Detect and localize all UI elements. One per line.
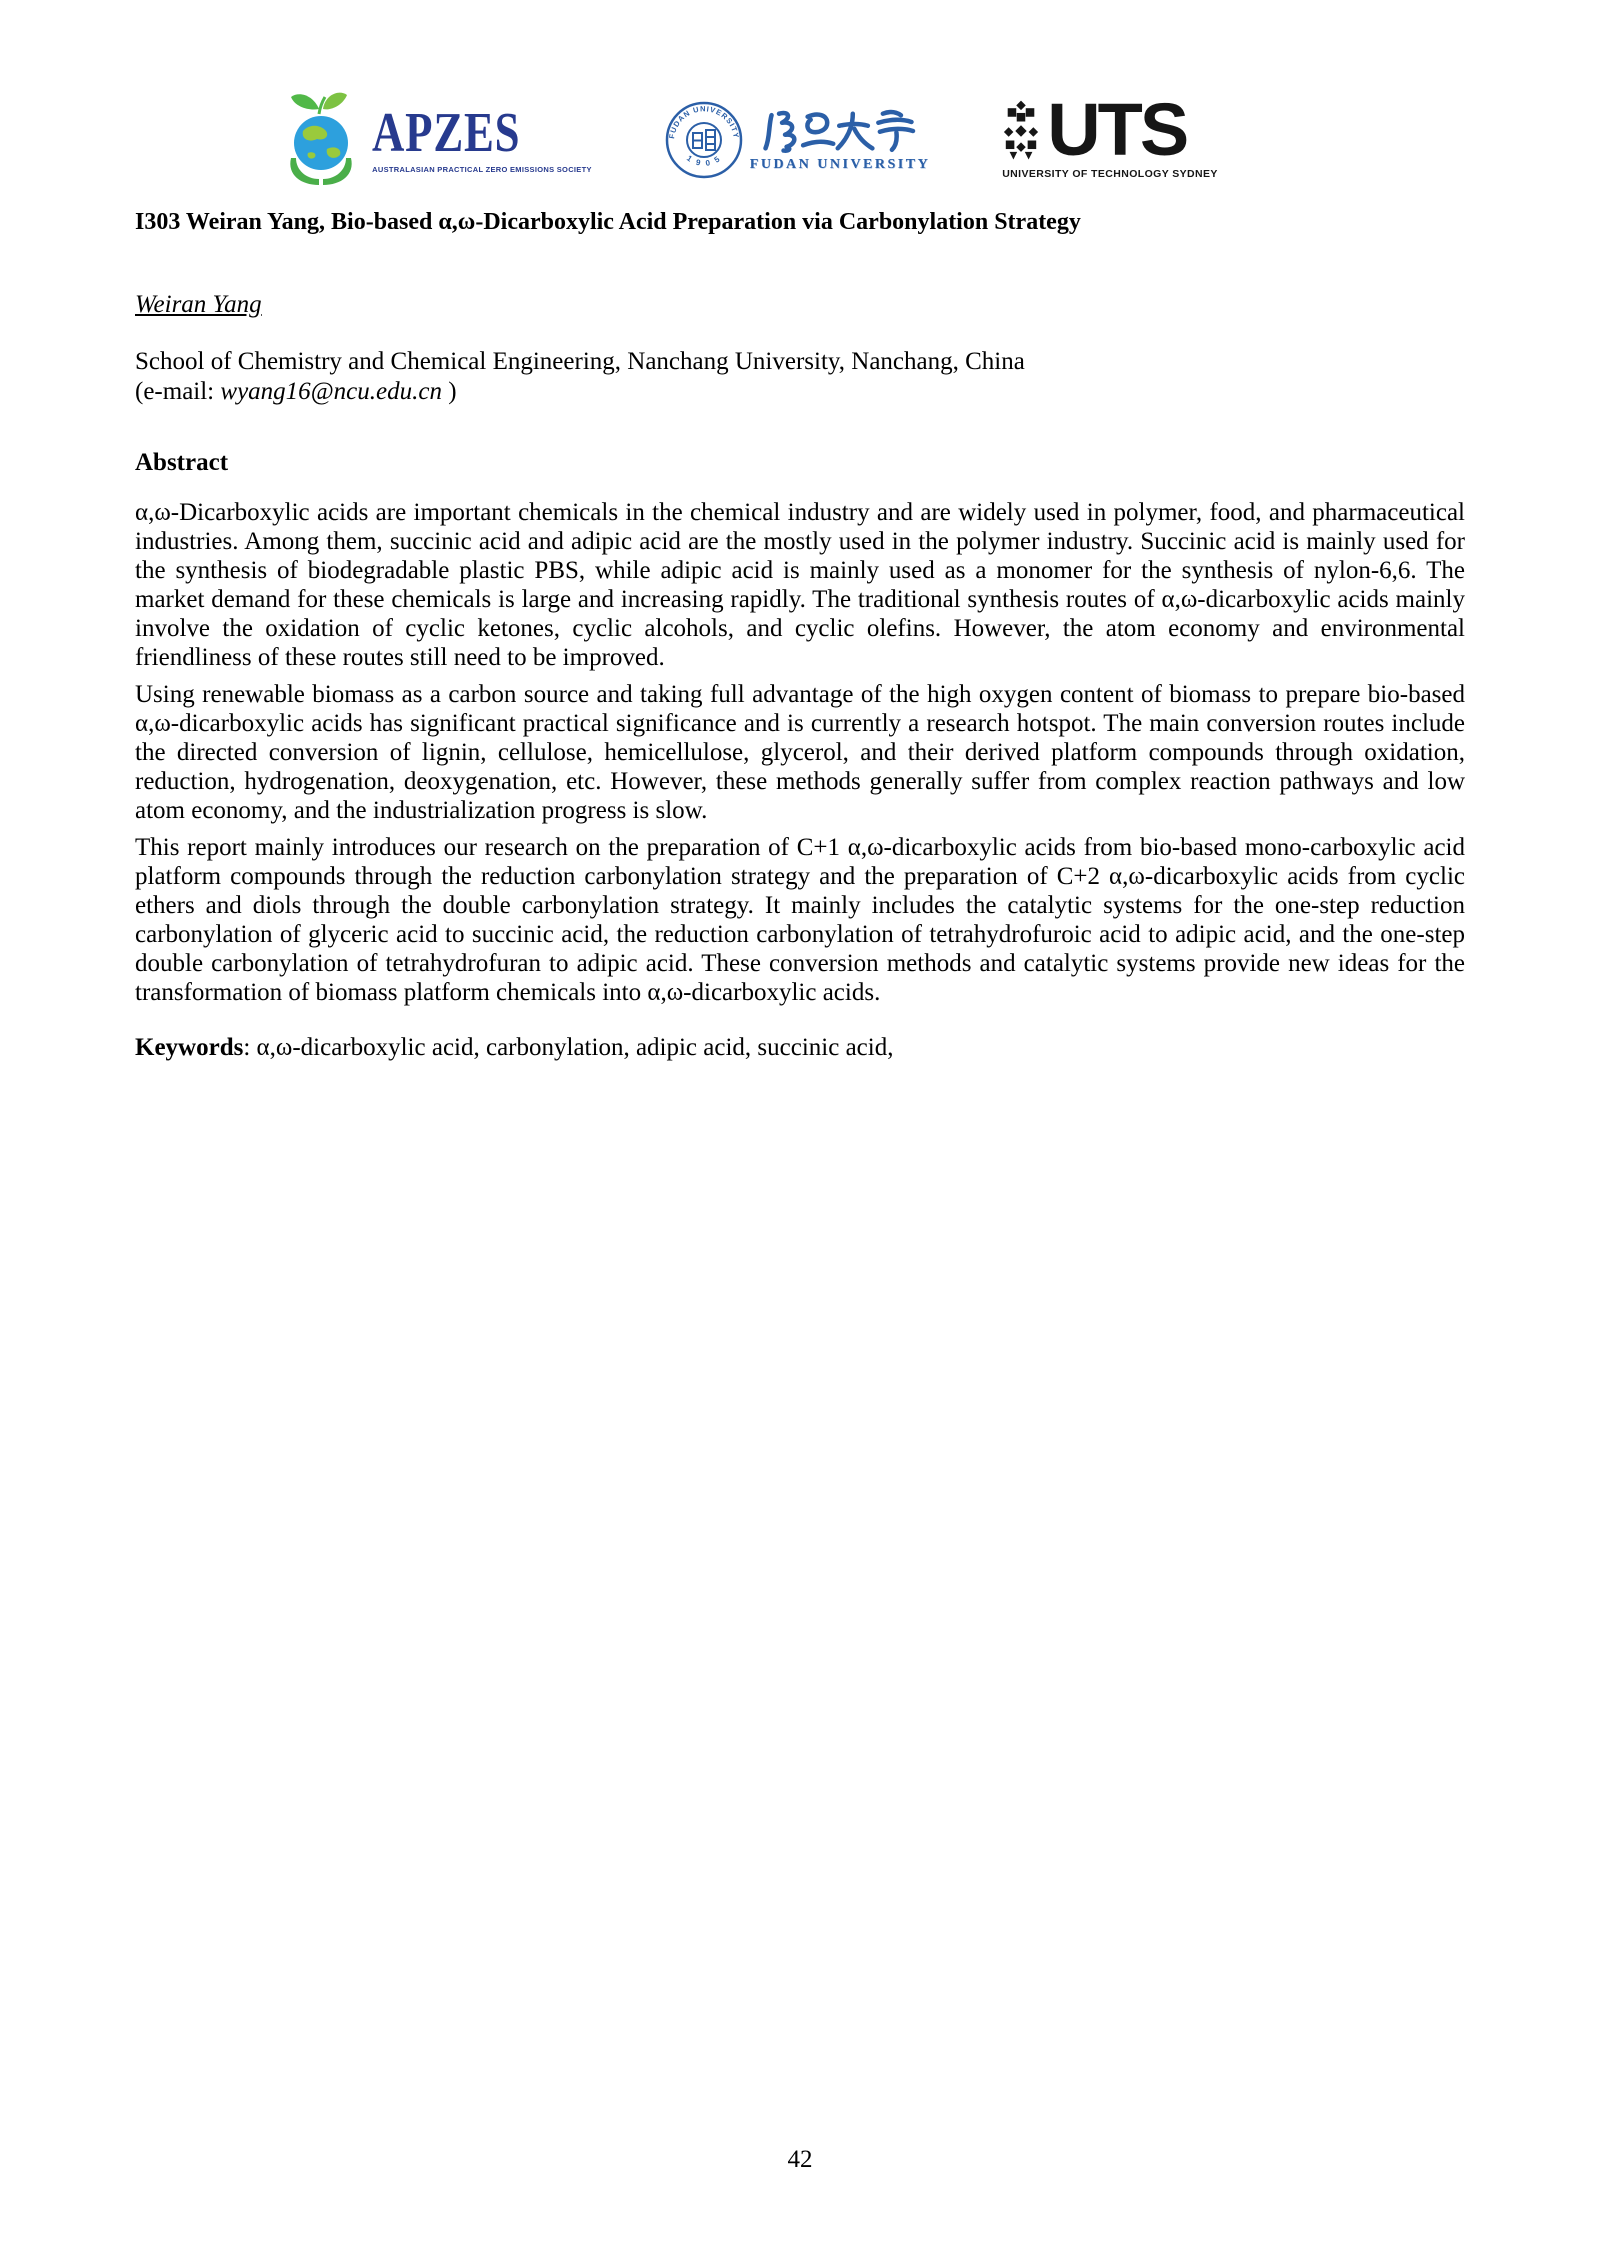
affiliation-block bbox=[135, 347, 1465, 407]
author-affiliation: School of Chemistry and Chemical Engineering, Nanchang University, Nanchang, China bbox=[135, 348, 1025, 375]
fudan-logo bbox=[664, 100, 930, 180]
uts-logo bbox=[1002, 88, 1218, 180]
uts-mark-icon bbox=[1002, 100, 1040, 162]
abstract-paragraph: This report mainly introduces our research on the preparation of C+1 α,ω-dicarboxylic acids from bio-based mono-carboxylic acid platform compounds through the reduction carbonylation strategy and the preparation of C+2 α,ω-dicarboxylic acids from cyclic ethers and diols through the double carbonylation strategy. It mainly includes the catalytic systems for the one-step reduction carbonylation of glyceric acid to succinic acid, the reduction carbonylation of tetrahydrofuroic acid to adipic acid, and the one-step double carbonylation of tetrahydrofuran to adipic acid. These conversion methods and catalytic systems provide new ideas for the transformation of biomass platform chemicals into α,ω-dicarboxylic acids. bbox=[135, 834, 1465, 1006]
keywords-text: : α,ω-dicarboxylic acid, carbonylation, adipic acid, succinic acid, bbox=[243, 1034, 894, 1061]
apzes-logo bbox=[278, 90, 592, 190]
abstract-body bbox=[135, 498, 1465, 1007]
paper-content bbox=[0, 207, 1600, 1063]
apzes-text-block bbox=[372, 101, 592, 174]
uts-wordmark: UTS bbox=[1047, 88, 1187, 171]
apzes-wordmark: APZES bbox=[372, 101, 521, 164]
svg-text:1 9 0 5 bbox=[685, 154, 723, 168]
keywords-line bbox=[135, 1033, 1465, 1063]
email-line bbox=[135, 377, 1465, 407]
abstract-heading: Abstract bbox=[135, 449, 229, 476]
fudan-wordmark: FUDAN UNIVERSITY bbox=[749, 157, 931, 172]
fudan-seal-arc-text: FUDAN UNIVERSITY bbox=[666, 104, 741, 140]
fudan-text-block bbox=[750, 107, 930, 173]
page-number: 42 bbox=[787, 2146, 813, 2173]
author-name: Weiran Yang bbox=[135, 291, 262, 318]
fudan-seal-year: 1 9 0 5 bbox=[684, 153, 723, 168]
uts-block bbox=[1002, 88, 1218, 180]
email-prefix: (e-mail: bbox=[135, 378, 221, 405]
paper-title: I303 Weiran Yang, Bio-based α,ω-Dicarboxylic Acid Preparation via Carbonylation Strategy bbox=[135, 209, 1081, 235]
logo-strip bbox=[0, 88, 1548, 192]
uts-subtitle: UNIVERSITY OF TECHNOLOGY SYDNEY bbox=[1002, 168, 1218, 180]
email-address: wyang16@ncu.edu.cn bbox=[220, 378, 442, 405]
abstract-paragraph: Using renewable biomass as a carbon source and taking full advantage of the high oxygen content of biomass to prepare bio-based α,ω-dicarboxylic acids has significant practical significance and is currently a research hotspot. The main conversion routes include the directed conversion of lignin, cellulose, hemicellulose, glycerol, and their derived platform compounds through oxidation, reduction, hydrogenation, deoxygenation, etc. However, these methods generally suffer from complex reaction pathways and low atom economy, and the industrialization progress is slow. bbox=[135, 681, 1465, 824]
fudan-seal-icon bbox=[664, 100, 744, 180]
apzes-globe-icon bbox=[278, 90, 364, 190]
fudan-calligraphy-icon bbox=[761, 107, 919, 155]
svg-text:FUDAN UNIVERSITY bbox=[667, 104, 741, 139]
email-suffix: ) bbox=[441, 378, 457, 405]
abstract-paragraph: α,ω-Dicarboxylic acids are important chemicals in the chemical industry and are widely used in polymer, food, and pharmaceutical industries. Among them, succinic acid and adipic acid are the mostly used in the polymer industry. Succinic acid is mainly used for the synthesis of biodegradable plastic PBS, while adipic acid is mainly used as a monomer for the synthesis of nylon-6,6. The market demand for these chemicals is large and increasing rapidly. The traditional synthesis routes of α,ω-dicarboxylic acids mainly involve the oxidation of cyclic ketones, cyclic alcohols, and cyclic olefins. However, the atom economy and environmental friendliness of these routes still need to be improved. bbox=[135, 499, 1465, 671]
apzes-tagline: AUSTRALASIAN PRACTICAL ZERO EMISSIONS SOCIETY bbox=[372, 164, 592, 174]
keywords-label: Keywords bbox=[135, 1034, 244, 1061]
